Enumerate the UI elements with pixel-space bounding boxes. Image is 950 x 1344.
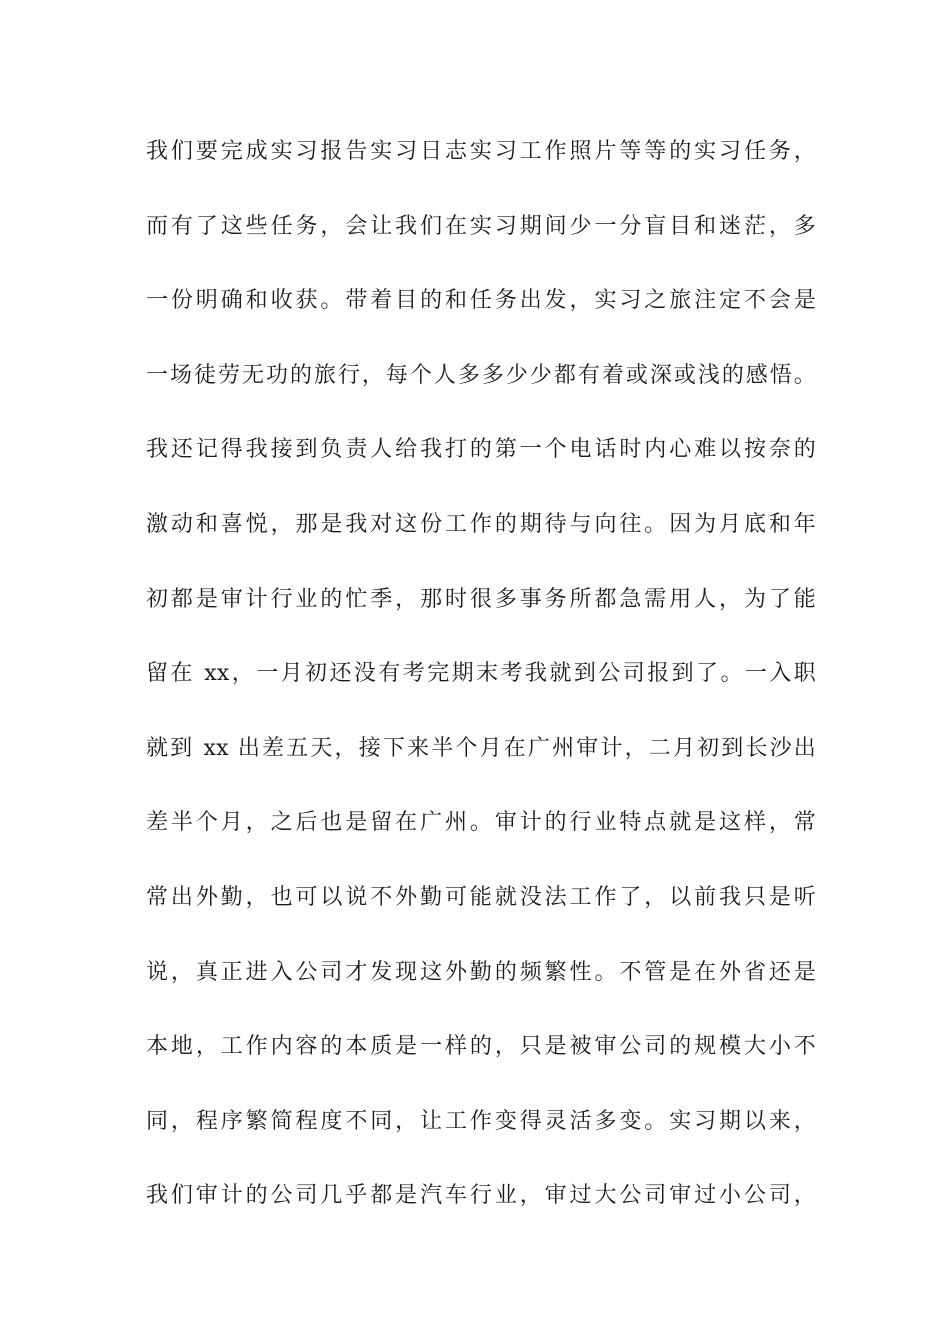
text-line: 一份明确和收获。带着目的和任务出发，实习之旅注定不会是 bbox=[146, 288, 816, 314]
body-text bbox=[146, 130, 816, 1249]
text-line: 激动和喜悦，那是我对这份工作的期待与向往。因为月底和年 bbox=[146, 511, 816, 537]
text-line: 常出外勤，也可以说不外勤可能就没法工作了，以前我只是听 bbox=[146, 884, 816, 910]
text-line: 初都是审计行业的忙季，那时很多事务所都急需用人，为了能 bbox=[146, 586, 816, 612]
text-line: 我还记得我接到负责人给我打的第一个电话时内心难以按奈的 bbox=[146, 437, 816, 463]
text-line: 说，真正进入公司才发现这外勤的频繁性。不管是在外省还是 bbox=[146, 959, 816, 985]
text-line: 我们要完成实习报告实习日志实习工作照片等等的实习任务， bbox=[146, 139, 816, 164]
text-line: 而有了这些任务，会让我们在实习期间少一分盲目和迷茫，多 bbox=[146, 213, 816, 239]
text-line: 就到 xx 出差五天，接下来半个月在广州审计，二月初到长沙出 bbox=[146, 735, 816, 761]
text-line: 本地，工作内容的本质是一样的，只是被审公司的规模大小不 bbox=[146, 1034, 816, 1060]
text-line: 留在 xx，一月初还没有考完期末考我就到公司报到了。一入职 bbox=[146, 661, 816, 687]
text-line: 同，程序繁简程度不同，让工作变得灵活多变。实习期以来， bbox=[146, 1108, 816, 1134]
text-line: 一场徒劳无功的旅行，每个人多多少少都有着或深或浅的感悟。 bbox=[146, 362, 816, 388]
text-line: 我们审计的公司几乎都是汽车行业，审过大公司审过小公司， bbox=[146, 1183, 816, 1209]
text-line: 差半个月，之后也是留在广州。审计的行业特点就是这样，常 bbox=[146, 810, 816, 836]
